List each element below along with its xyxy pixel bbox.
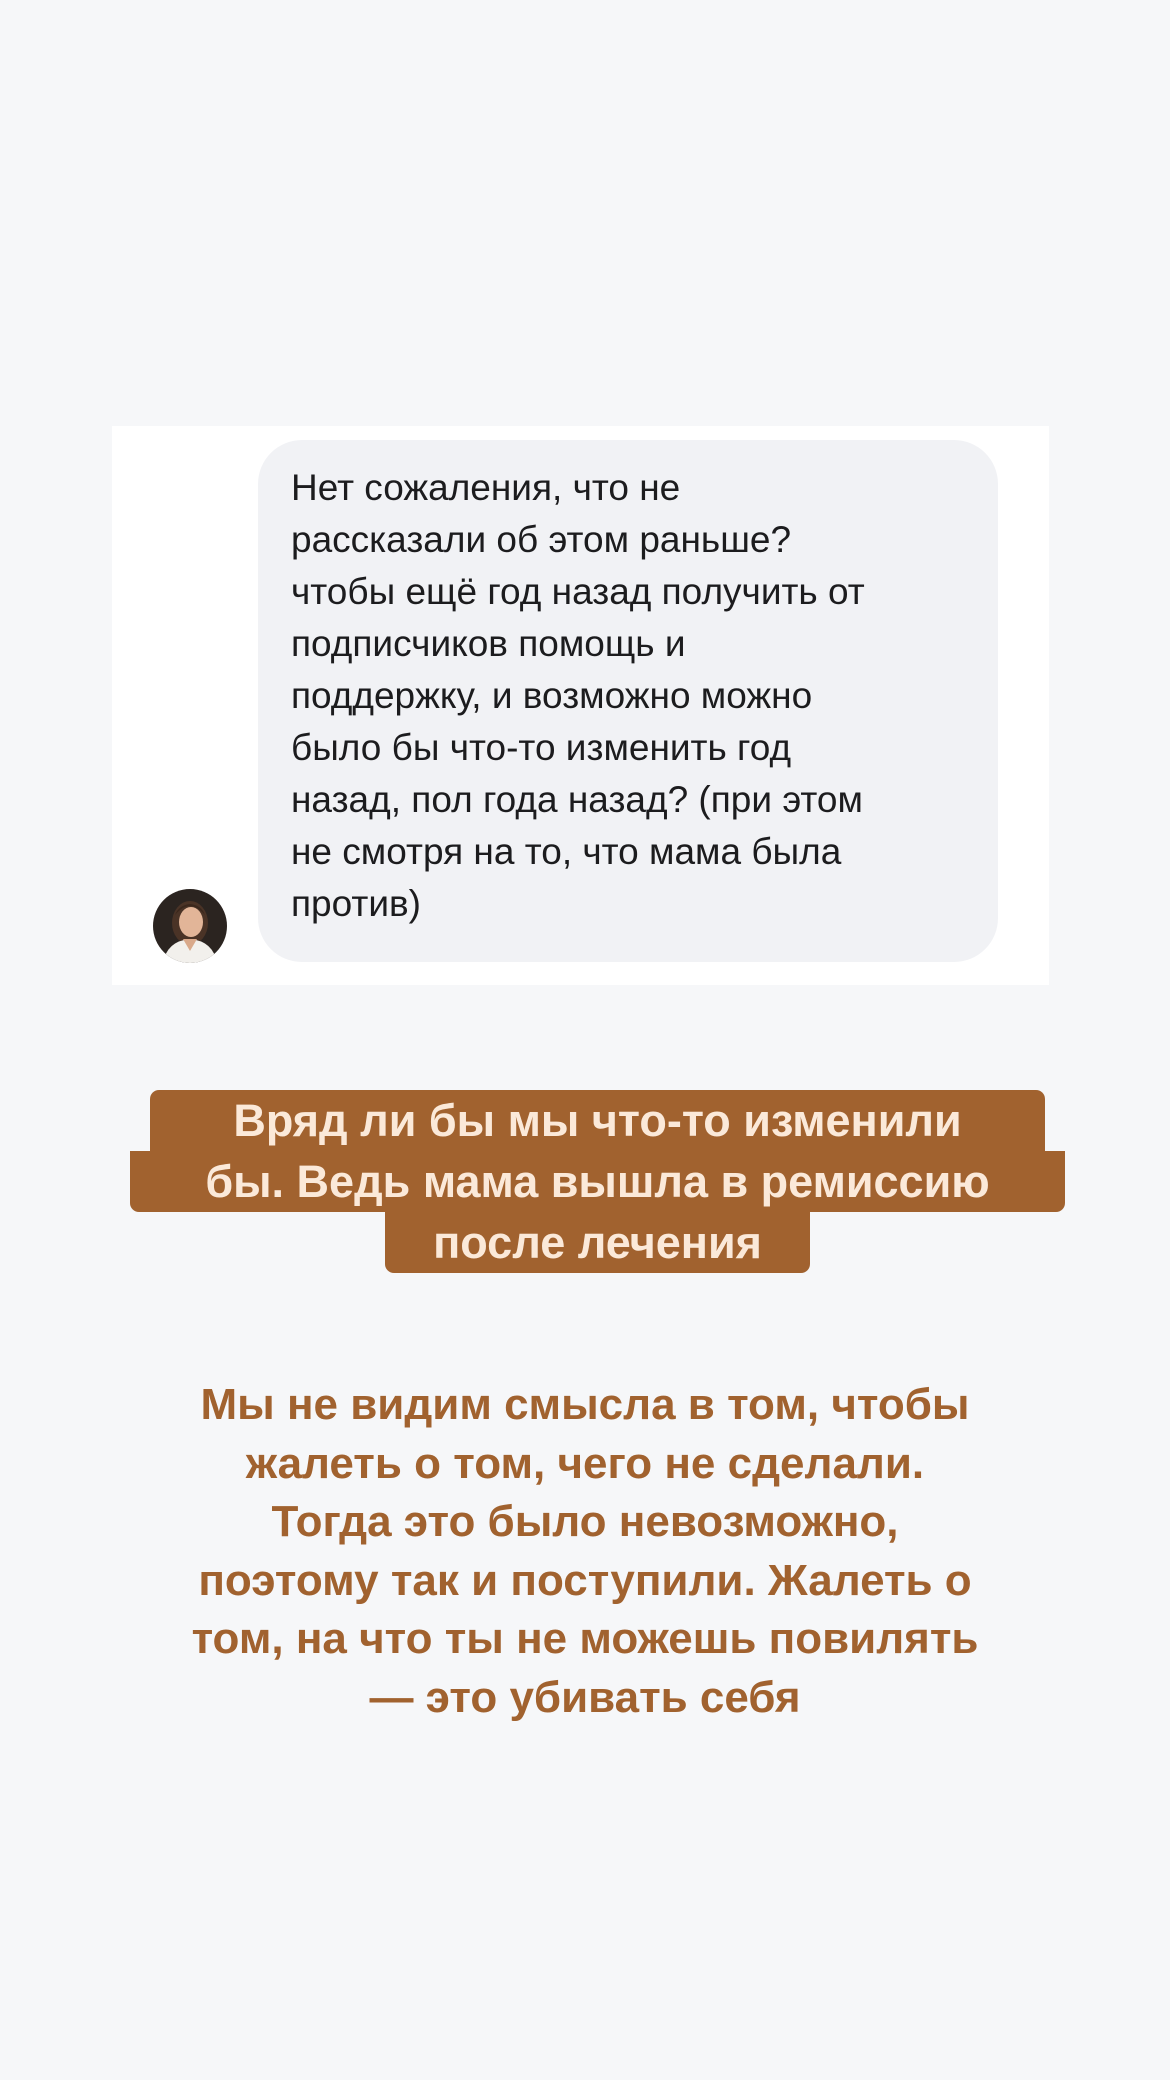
question-text: Нет сожаления, что не рассказали об этом раньше? чтобы ещё год назад получить от подписчиков помощь и поддержку, и возможно можно было бы что-то изменить год назад, пол года назад? (при этом не смотря на то, что мама была против) bbox=[291, 467, 865, 924]
avatar[interactable] bbox=[153, 889, 227, 963]
question-message-card bbox=[112, 426, 1049, 985]
statement-text: Мы не видим смысла в том, чтобы жалеть о том, чего не сделали. Тогда это было невозможно, поэтому так и поступили. Жалеть о том, на что ты не можешь повилять — это убивать себя bbox=[191, 1380, 979, 1722]
answer-line-3: после лечения bbox=[385, 1212, 810, 1273]
user-photo-avatar-icon bbox=[153, 889, 227, 963]
question-bubble bbox=[258, 440, 998, 962]
answer-highlight-block bbox=[130, 1090, 1065, 1273]
answer-line-2: бы. Ведь мама вышла в ремиссию bbox=[130, 1151, 1065, 1212]
answer-line-1: Вряд ли бы мы что-то изменили bbox=[150, 1090, 1045, 1151]
